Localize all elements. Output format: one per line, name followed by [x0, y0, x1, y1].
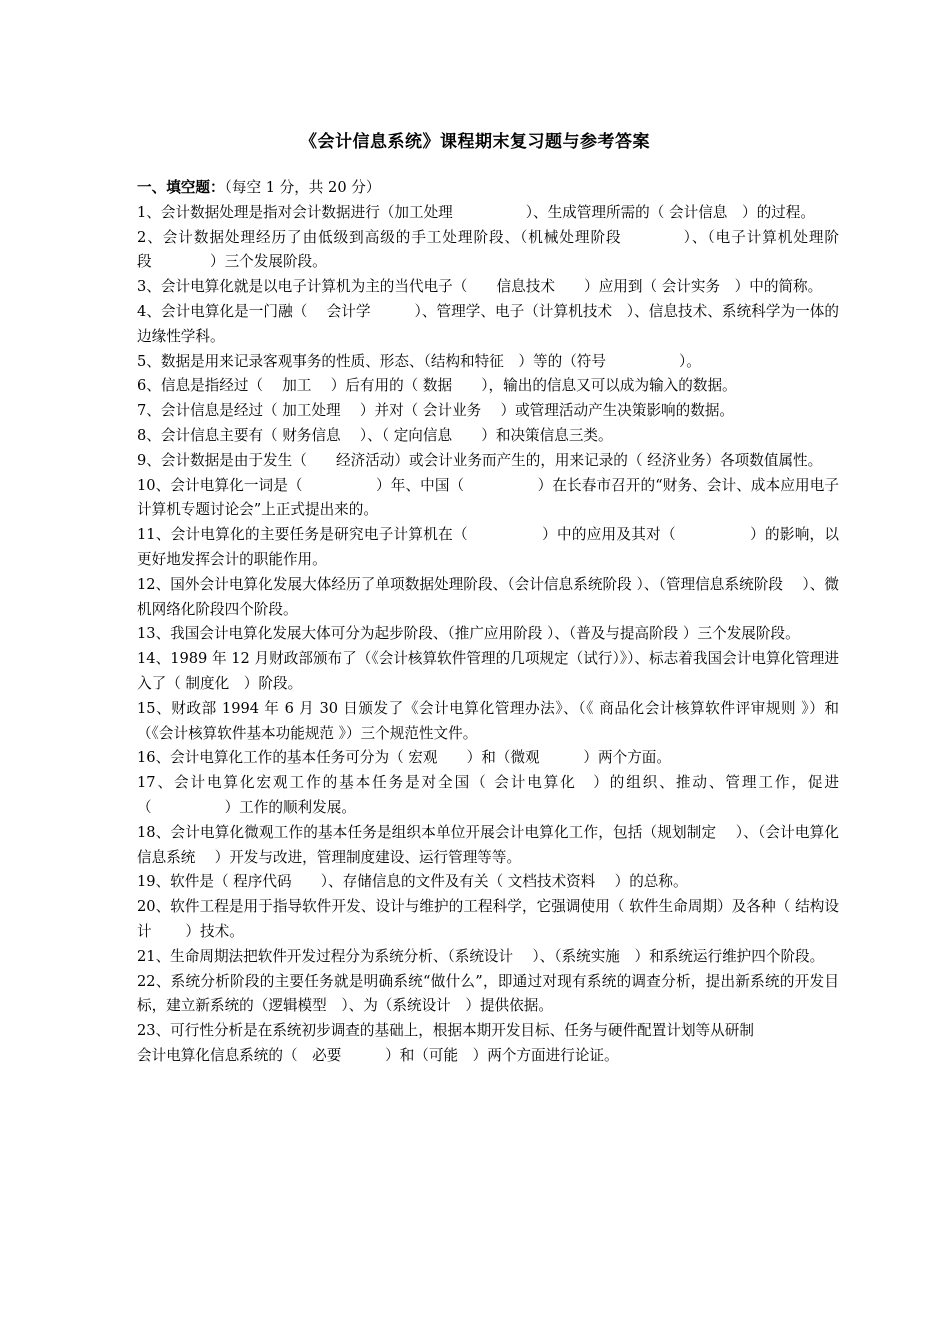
section-heading-line — [137, 176, 839, 201]
question-item: 4、会计电算化是一门融（ 会计学 ）、管理学、电子（计算机技术 ）、信息技术、系统科学为一体的边缘性学科。 — [137, 302, 839, 345]
document-title: 《会计信息系统》课程期末复习题与参考答案 — [300, 132, 650, 152]
question-item: 20、软件工程是用于指导软件开发、设计与维护的工程科学，它强调使用（ 软件生命周期）及各种（ 结构设计 ）技术。 — [137, 898, 839, 940]
question-item: 16、会计电算化工作的基本任务可分为（ 宏观 ）和（微观 ）两个方面。 — [137, 749, 671, 767]
document-body — [137, 176, 839, 1069]
section-note: （每空 1 分，共 20 分） — [224, 179, 381, 196]
question-item: 10、会计电算化一词是（ ）年、中国（ ）在长春市召开的“财务、会计、成本应用电子计算机专题讨论会”上正式提出来的。 — [137, 476, 839, 519]
question-item: 19、软件是（ 程序代码 ）、存储信息的文件及有关（ 文档技术资料 ）的总称。 — [137, 873, 688, 891]
question-item: 8、会计信息主要有（ 财务信息 ）、（ 定向信息 ）和决策信息三类。 — [137, 426, 613, 444]
question-item: 11、会计电算化的主要任务是研究电子计算机在（ ）中的应用及其对（ ）的影响，以更好地发挥会计的职能作用。 — [137, 526, 839, 568]
question-item: 17、会计电算化宏观工作的基本任务是对全国（ 会计电算化 ）的组织、推动、管理工作，促进（ ）工作的顺利发展。 — [137, 774, 839, 816]
question-item: 12、国外会计电算化发展大体经历了单项数据处理阶段、（会计信息系统阶段 ）、（管理信息系统阶段 ）、微机网络化阶段四个阶段。 — [137, 575, 839, 618]
question-item: 5、数据是用来记录客观事务的性质、形态、（结构和特征 ）等的（符号 ）。 — [137, 352, 701, 370]
question-item: 21、生命周期法把软件开发过程分为系统分析、（系统设计 ）、（系统实施 ）和系统运行维护四个阶段。 — [137, 947, 825, 965]
question-item: 1、会计数据处理是指对会计数据进行（加工处理 ）、生成管理所需的（ 会计信息 ）的过程。 — [137, 203, 815, 221]
question-item: 22、系统分析阶段的主要任务就是明确系统“做什么”，即通过对现有系统的调查分析，提出新系统的开发目标，建立新系统的（逻辑模型 ）、为（系统设计 ）提供依据。 — [137, 972, 839, 1015]
question-item: 7、会计信息是经过（ 加工处理 ）并对（ 会计业务 ）或管理活动产生决策影响的数据。 — [137, 402, 735, 420]
question-item: 2、会计数据处理经历了由低级到高级的手工处理阶段、（机械处理阶段 ）、（电子计算机处理阶段 ）三个发展阶段。 — [137, 228, 839, 271]
question-item: 3、会计电算化就是以电子计算机为主的当代电子（ 信息技术 ）应用到（ 会计实务 ）中的简称。 — [137, 278, 823, 296]
question-item: 23、可行性分析是在系统初步调查的基础上，根据本期开发目标、任务与硬件配置计划等从研制 — [137, 1022, 754, 1040]
question-item: 15、财政部 1994 年 6 月 30 日颁发了《会计电算化管理办法》、（《 商品化会计核算软件评审规则 》）和（《会计核算软件基本功能规范 》）三个规范性文件。 — [137, 699, 839, 742]
question-item: 6、信息是指经过（ 加工 ）后有用的（ 数据 ），输出的信息又可以成为输入的数据。 — [137, 377, 737, 395]
question-item: 14、1989 年 12 月财政部颁布了（《会计核算软件管理的几项规定（试行）》）、标志着我国会计电算化管理进入了（ 制度化 ）阶段。 — [137, 650, 839, 692]
section-heading: 一、填空题： — [137, 179, 225, 196]
question-item-continuation: 会计电算化信息系统的（ 必要 ）和（可能 ）两个方面进行论证。 — [137, 1046, 619, 1064]
question-item: 9、会计数据是由于发生（ 经济活动）或会计业务而产生的，用来记录的（ 经济业务）各项数值属性。 — [137, 451, 823, 469]
question-item: 13、我国会计电算化发展大体可分为起步阶段、（推广应用阶段 ）、（普及与提高阶段 ）三个发展阶段。 — [137, 625, 800, 643]
question-item: 18、会计电算化微观工作的基本任务是组织本单位开展会计电算化工作，包括（规划制定 ）、（会计电算化信息系统 ）开发与改进，管理制度建设、运行管理等等。 — [137, 823, 839, 866]
